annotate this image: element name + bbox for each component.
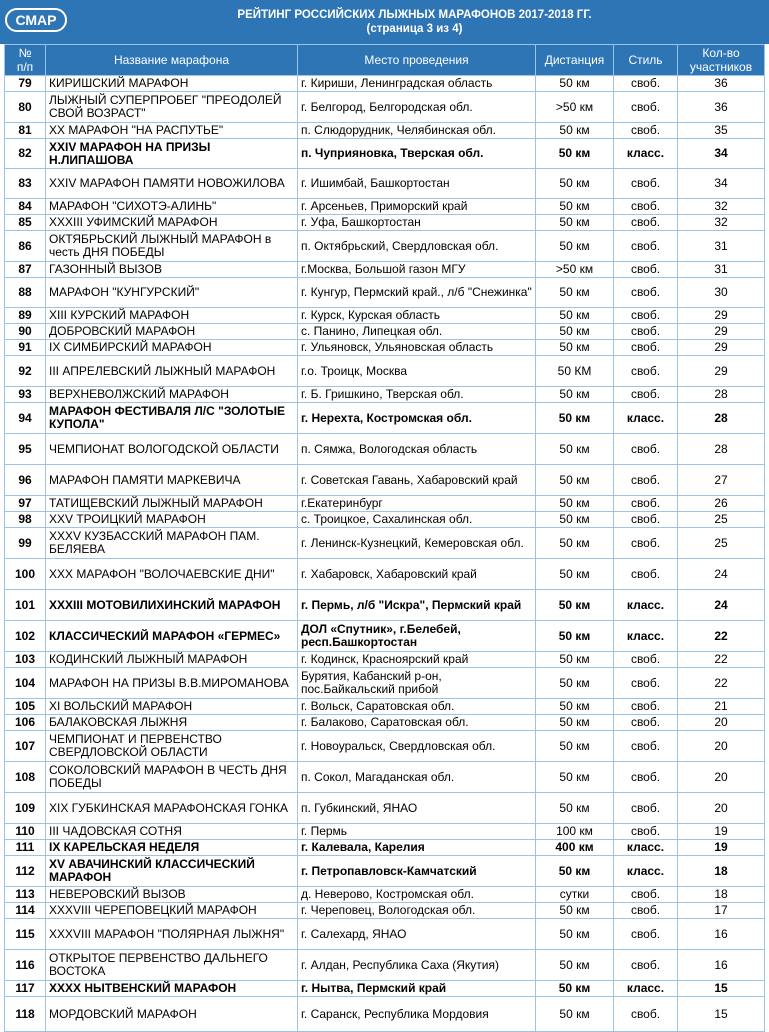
cell-place: г. Нытва, Пермский край bbox=[298, 981, 536, 997]
cell-participants: 26 bbox=[678, 496, 765, 512]
svg-text:СМАР: СМАР bbox=[15, 12, 57, 28]
col-header-number: № п/п bbox=[5, 45, 46, 76]
cell-participants: 17 bbox=[678, 903, 765, 919]
table-row bbox=[5, 308, 765, 324]
cell-number: 112 bbox=[5, 856, 46, 887]
cell-place: г.о. Троицк, Москва bbox=[298, 356, 536, 387]
cell-number: 88 bbox=[5, 278, 46, 308]
cell-participants: 29 bbox=[678, 324, 765, 340]
title-line-1: РЕЙТИНГ РОССИЙСКИХ ЛЫЖНЫХ МАРАФОНОВ 2017-2018 ГГ. bbox=[237, 9, 592, 21]
cell-distance: 50 км bbox=[536, 559, 614, 590]
table-row bbox=[5, 278, 765, 308]
cell-style: своб. bbox=[614, 903, 678, 919]
table-row bbox=[5, 793, 765, 824]
cell-name: МАРАФОН "КУНГУРСКИЙ" bbox=[46, 278, 298, 308]
cell-distance: 50 км bbox=[536, 465, 614, 496]
cell-participants: 28 bbox=[678, 387, 765, 403]
cell-style: своб. bbox=[614, 559, 678, 590]
cell-name: ГАЗОННЫЙ ВЫЗОВ bbox=[46, 262, 298, 278]
cell-distance: 50 км bbox=[536, 387, 614, 403]
table-row bbox=[5, 123, 765, 139]
table-row bbox=[5, 652, 765, 668]
cell-style: своб. bbox=[614, 762, 678, 793]
cell-distance: 400 км bbox=[536, 840, 614, 856]
cell-distance: 50 км bbox=[536, 652, 614, 668]
cell-style: своб. bbox=[614, 997, 678, 1032]
cell-distance: 50 км bbox=[536, 762, 614, 793]
cell-distance: 50 км bbox=[536, 715, 614, 731]
cell-distance: 50 км bbox=[536, 668, 614, 699]
cell-place: г. Салехард, ЯНАО bbox=[298, 919, 536, 950]
table-row bbox=[5, 824, 765, 840]
cell-number: 94 bbox=[5, 403, 46, 434]
cell-style: класс. bbox=[614, 403, 678, 434]
cell-number: 89 bbox=[5, 308, 46, 324]
cell-style: своб. bbox=[614, 387, 678, 403]
cell-distance: 50 КМ bbox=[536, 356, 614, 387]
cell-place: г. Курск, Курская область bbox=[298, 308, 536, 324]
cell-style: своб. bbox=[614, 262, 678, 278]
cell-number: 98 bbox=[5, 512, 46, 528]
cell-style: своб. bbox=[614, 731, 678, 762]
cell-number: 109 bbox=[5, 793, 46, 824]
table-row bbox=[5, 434, 765, 465]
cell-place: с. Панино, Липецкая обл. bbox=[298, 324, 536, 340]
table-row bbox=[5, 590, 765, 621]
cell-place: г. Алдан, Республика Саха (Якутия) bbox=[298, 950, 536, 981]
cell-number: 117 bbox=[5, 981, 46, 997]
cell-participants: 29 bbox=[678, 308, 765, 324]
cell-distance: 50 км bbox=[536, 731, 614, 762]
cell-name: XXV ТРОИЦКИЙ МАРАФОН bbox=[46, 512, 298, 528]
marathon-rating-table bbox=[4, 44, 765, 1032]
cell-number: 82 bbox=[5, 139, 46, 169]
col-header-place: Место проведения bbox=[298, 45, 536, 76]
cell-number: 93 bbox=[5, 387, 46, 403]
cell-place: г. Ленинск-Кузнецкий, Кемеровская обл. bbox=[298, 528, 536, 559]
cell-place: г. Вольск, Саратовская обл. bbox=[298, 699, 536, 715]
cell-participants: 16 bbox=[678, 950, 765, 981]
cell-place: г. Арсеньев, Приморский край bbox=[298, 199, 536, 215]
cell-style: своб. bbox=[614, 308, 678, 324]
table-row bbox=[5, 903, 765, 919]
cell-place: г. Петропавловск-Камчатский bbox=[298, 856, 536, 887]
cell-number: 103 bbox=[5, 652, 46, 668]
cell-name: XXIV МАРАФОН НА ПРИЗЫ Н.ЛИПАШОВА bbox=[46, 139, 298, 169]
cell-name: XXX МАРАФОН "ВОЛОЧАЕВСКИЕ ДНИ" bbox=[46, 559, 298, 590]
cell-style: своб. bbox=[614, 278, 678, 308]
cell-participants: 36 bbox=[678, 76, 765, 92]
cell-place: г. Нерехта, Костромская обл. bbox=[298, 403, 536, 434]
cell-number: 114 bbox=[5, 903, 46, 919]
cell-participants: 25 bbox=[678, 512, 765, 528]
cell-participants: 24 bbox=[678, 590, 765, 621]
cell-name: ОКТЯБРЬСКИЙ ЛЫЖНЫЙ МАРАФОН в честь ДНЯ ПОБЕДЫ bbox=[46, 231, 298, 262]
cell-number: 96 bbox=[5, 465, 46, 496]
cell-participants: 20 bbox=[678, 762, 765, 793]
cell-number: 104 bbox=[5, 668, 46, 699]
cell-style: своб. bbox=[614, 92, 678, 123]
cell-number: 79 bbox=[5, 76, 46, 92]
cell-place: ДОЛ «Спутник», г.Белебей, респ.Башкортостан bbox=[298, 621, 536, 652]
title-banner bbox=[0, 0, 769, 44]
cell-style: своб. bbox=[614, 512, 678, 528]
cell-participants: 35 bbox=[678, 123, 765, 139]
table-row bbox=[5, 465, 765, 496]
cell-participants: 34 bbox=[678, 169, 765, 199]
table-row bbox=[5, 856, 765, 887]
table-row bbox=[5, 356, 765, 387]
cell-participants: 18 bbox=[678, 887, 765, 903]
cell-name: КОДИНСКИЙ ЛЫЖНЫЙ МАРАФОН bbox=[46, 652, 298, 668]
cell-style: своб. bbox=[614, 950, 678, 981]
cell-place: г. Кодинск, Красноярский край bbox=[298, 652, 536, 668]
table-row bbox=[5, 950, 765, 981]
cell-name: ТАТИЩЕВСКИЙ ЛЫЖНЫЙ МАРАФОН bbox=[46, 496, 298, 512]
cell-distance: 50 км bbox=[536, 919, 614, 950]
table-row bbox=[5, 731, 765, 762]
cell-name: XXXIII МОТОВИЛИХИНСКИЙ МАРАФОН bbox=[46, 590, 298, 621]
cell-number: 115 bbox=[5, 919, 46, 950]
cell-style: класс. bbox=[614, 621, 678, 652]
table-row bbox=[5, 621, 765, 652]
table-row bbox=[5, 512, 765, 528]
table-row bbox=[5, 715, 765, 731]
table-row bbox=[5, 840, 765, 856]
cell-participants: 22 bbox=[678, 668, 765, 699]
cell-participants: 19 bbox=[678, 824, 765, 840]
table-row bbox=[5, 762, 765, 793]
cell-distance: 50 км bbox=[536, 403, 614, 434]
cell-distance: 50 км bbox=[536, 528, 614, 559]
cell-participants: 29 bbox=[678, 356, 765, 387]
cell-name: XXIV МАРАФОН ПАМЯТИ НОВОЖИЛОВА bbox=[46, 169, 298, 199]
table-row bbox=[5, 559, 765, 590]
table-row bbox=[5, 528, 765, 559]
cell-name: IX СИМБИРСКИЙ МАРАФОН bbox=[46, 340, 298, 356]
cell-distance: 50 км bbox=[536, 123, 614, 139]
cell-participants: 20 bbox=[678, 793, 765, 824]
cell-number: 97 bbox=[5, 496, 46, 512]
cell-participants: 32 bbox=[678, 215, 765, 231]
cell-style: своб. bbox=[614, 699, 678, 715]
cell-participants: 31 bbox=[678, 262, 765, 278]
cell-style: своб. bbox=[614, 824, 678, 840]
cell-number: 91 bbox=[5, 340, 46, 356]
cell-distance: 50 км bbox=[536, 590, 614, 621]
cell-style: класс. bbox=[614, 590, 678, 621]
cell-distance: 50 км bbox=[536, 950, 614, 981]
cell-name: XXXVIII ЧЕРЕПОВЕЦКИЙ МАРАФОН bbox=[46, 903, 298, 919]
table-row bbox=[5, 199, 765, 215]
cell-place: п. Губкинский, ЯНАО bbox=[298, 793, 536, 824]
cell-name: XXXVIII МАРАФОН "ПОЛЯРНАЯ ЛЫЖНЯ" bbox=[46, 919, 298, 950]
cell-number: 100 bbox=[5, 559, 46, 590]
cell-number: 110 bbox=[5, 824, 46, 840]
cell-name: XI ВОЛЬСКИЙ МАРАФОН bbox=[46, 699, 298, 715]
cell-place: п. Слюдорудник, Челябинская обл. bbox=[298, 123, 536, 139]
cell-distance: >50 км bbox=[536, 262, 614, 278]
cell-name: III ЧАДОВСКАЯ СОТНЯ bbox=[46, 824, 298, 840]
cell-name: ВЕРХНЕВОЛЖСКИЙ МАРАФОН bbox=[46, 387, 298, 403]
cell-style: своб. bbox=[614, 668, 678, 699]
cell-distance: 50 км bbox=[536, 496, 614, 512]
cell-distance: 50 км bbox=[536, 76, 614, 92]
cell-participants: 22 bbox=[678, 652, 765, 668]
cell-participants: 34 bbox=[678, 139, 765, 169]
cell-place: г. Пермь bbox=[298, 824, 536, 840]
cell-number: 85 bbox=[5, 215, 46, 231]
cell-number: 80 bbox=[5, 92, 46, 123]
cell-name: МАРАФОН ПАМЯТИ МАРКЕВИЧА bbox=[46, 465, 298, 496]
cell-style: своб. bbox=[614, 231, 678, 262]
cell-place: г. Саранск, Республика Мордовия bbox=[298, 997, 536, 1032]
cell-name: ЧЕМПИОНАТ ВОЛОГОДСКОЙ ОБЛАСТИ bbox=[46, 434, 298, 465]
cell-name: МОРДОВСКИЙ МАРАФОН bbox=[46, 997, 298, 1032]
table-row bbox=[5, 387, 765, 403]
cell-style: своб. bbox=[614, 715, 678, 731]
cell-distance: 50 км bbox=[536, 231, 614, 262]
cell-place: п. Сокол, Магаданская обл. bbox=[298, 762, 536, 793]
cell-name: XXXV КУЗБАССКИЙ МАРАФОН ПАМ. БЕЛЯЕВА bbox=[46, 528, 298, 559]
cell-style: своб. bbox=[614, 76, 678, 92]
cell-participants: 32 bbox=[678, 199, 765, 215]
cell-style: своб. bbox=[614, 465, 678, 496]
table-row bbox=[5, 340, 765, 356]
smar-logo bbox=[5, 8, 67, 32]
table-row bbox=[5, 699, 765, 715]
cell-place: п. Сямжа, Вологодская область bbox=[298, 434, 536, 465]
cell-place: г. Белгород, Белгородская обл. bbox=[298, 92, 536, 123]
cell-style: класс. bbox=[614, 139, 678, 169]
table-row bbox=[5, 169, 765, 199]
cell-name: СОКОЛОВСКИЙ МАРАФОН В ЧЕСТЬ ДНЯ ПОБЕДЫ bbox=[46, 762, 298, 793]
cell-name: КЛАССИЧЕСКИЙ МАРАФОН «ГЕРМЕС» bbox=[46, 621, 298, 652]
cell-participants: 27 bbox=[678, 465, 765, 496]
cell-style: класс. bbox=[614, 981, 678, 997]
cell-name: IX КАРЕЛЬСКАЯ НЕДЕЛЯ bbox=[46, 840, 298, 856]
table-row bbox=[5, 324, 765, 340]
table-row bbox=[5, 231, 765, 262]
col-header-name: Название марафона bbox=[46, 45, 298, 76]
cell-number: 118 bbox=[5, 997, 46, 1032]
cell-participants: 28 bbox=[678, 403, 765, 434]
table-row bbox=[5, 215, 765, 231]
cell-place: с. Троицкое, Сахалинская обл. bbox=[298, 512, 536, 528]
cell-participants: 30 bbox=[678, 278, 765, 308]
cell-distance: 100 км bbox=[536, 824, 614, 840]
cell-distance: 50 км bbox=[536, 621, 614, 652]
cell-place: п. Октябрьский, Свердловская обл. bbox=[298, 231, 536, 262]
cell-number: 108 bbox=[5, 762, 46, 793]
cell-style: своб. bbox=[614, 496, 678, 512]
cell-participants: 24 bbox=[678, 559, 765, 590]
cell-number: 111 bbox=[5, 840, 46, 856]
cell-participants: 20 bbox=[678, 715, 765, 731]
cell-name: МАРАФОН ФЕСТИВАЛЯ Л/С "ЗОЛОТЫЕ КУПОЛА" bbox=[46, 403, 298, 434]
table-row bbox=[5, 262, 765, 278]
cell-place: г. Ишимбай, Башкортостан bbox=[298, 169, 536, 199]
page-title bbox=[60, 8, 769, 36]
cell-distance: >50 км bbox=[536, 92, 614, 123]
cell-distance: 50 км bbox=[536, 199, 614, 215]
cell-place: г. Б. Гришкино, Тверская обл. bbox=[298, 387, 536, 403]
cell-name: ЧЕМПИОНАТ И ПЕРВЕНСТВО СВЕРДЛОВСКОЙ ОБЛАСТИ bbox=[46, 731, 298, 762]
table-row bbox=[5, 76, 765, 92]
cell-name: МАРАФОН НА ПРИЗЫ В.В.МИРОМАНОВА bbox=[46, 668, 298, 699]
cell-style: своб. bbox=[614, 434, 678, 465]
cell-participants: 22 bbox=[678, 621, 765, 652]
cell-distance: 50 км bbox=[536, 699, 614, 715]
cell-number: 83 bbox=[5, 169, 46, 199]
cell-distance: 50 км bbox=[536, 981, 614, 997]
cell-place: г. Новоуральск, Свердловская обл. bbox=[298, 731, 536, 762]
cell-distance: 50 км bbox=[536, 215, 614, 231]
cell-number: 107 bbox=[5, 731, 46, 762]
cell-distance: 50 км bbox=[536, 997, 614, 1032]
cell-distance: 50 км bbox=[536, 434, 614, 465]
cell-style: своб. bbox=[614, 793, 678, 824]
cell-style: своб. bbox=[614, 215, 678, 231]
cell-style: своб. bbox=[614, 528, 678, 559]
cell-place: Бурятия, Кабанский р-он, пос.Байкальский прибой bbox=[298, 668, 536, 699]
cell-style: класс. bbox=[614, 840, 678, 856]
cell-participants: 16 bbox=[678, 919, 765, 950]
cell-number: 99 bbox=[5, 528, 46, 559]
cell-distance: 50 км bbox=[536, 278, 614, 308]
col-header-participants: Кол-во участников bbox=[678, 45, 765, 76]
cell-participants: 31 bbox=[678, 231, 765, 262]
cell-number: 90 bbox=[5, 324, 46, 340]
cell-number: 92 bbox=[5, 356, 46, 387]
cell-number: 101 bbox=[5, 590, 46, 621]
cell-distance: 50 км bbox=[536, 856, 614, 887]
cell-place: г. Пермь, л/б "Искра", Пермский край bbox=[298, 590, 536, 621]
cell-name: БАЛАКОВСКАЯ ЛЫЖНЯ bbox=[46, 715, 298, 731]
table-header-row bbox=[5, 45, 765, 76]
cell-name: XV АВАЧИНСКИЙ КЛАССИЧЕСКИЙ МАРАФОН bbox=[46, 856, 298, 887]
cell-place: г. Кунгур, Пермский край., л/б "Снежинка" bbox=[298, 278, 536, 308]
cell-style: своб. bbox=[614, 652, 678, 668]
cell-participants: 36 bbox=[678, 92, 765, 123]
cell-distance: 50 км bbox=[536, 903, 614, 919]
cell-name: НЕВЕРОВСКИЙ ВЫЗОВ bbox=[46, 887, 298, 903]
cell-distance: 50 км bbox=[536, 169, 614, 199]
cell-name: КИРИШСКИЙ МАРАФОН bbox=[46, 76, 298, 92]
cell-number: 116 bbox=[5, 950, 46, 981]
table-row bbox=[5, 496, 765, 512]
cell-name: ОТКРЫТОЕ ПЕРВЕНСТВО ДАЛЬНЕГО ВОСТОКА bbox=[46, 950, 298, 981]
table-row bbox=[5, 997, 765, 1032]
cell-distance: 50 км bbox=[536, 308, 614, 324]
cell-place: п. Чуприяновка, Тверская обл. bbox=[298, 139, 536, 169]
cell-participants: 15 bbox=[678, 997, 765, 1032]
cell-number: 84 bbox=[5, 199, 46, 215]
table-row bbox=[5, 139, 765, 169]
cell-place: г.Екатеринбург bbox=[298, 496, 536, 512]
cell-style: своб. bbox=[614, 340, 678, 356]
cell-name: ДОБРОВСКИЙ МАРАФОН bbox=[46, 324, 298, 340]
cell-participants: 18 bbox=[678, 856, 765, 887]
cell-participants: 21 bbox=[678, 699, 765, 715]
table-row bbox=[5, 92, 765, 123]
cell-place: г. Калевала, Карелия bbox=[298, 840, 536, 856]
cell-distance: 50 км bbox=[536, 139, 614, 169]
cell-place: г. Балаково, Саратовская обл. bbox=[298, 715, 536, 731]
cell-number: 87 bbox=[5, 262, 46, 278]
cell-distance: 50 км bbox=[536, 512, 614, 528]
cell-number: 95 bbox=[5, 434, 46, 465]
cell-place: г. Советская Гавань, Хабаровский край bbox=[298, 465, 536, 496]
cell-place: г. Уфа, Башкортостан bbox=[298, 215, 536, 231]
title-line-2: (страница 3 из 4) bbox=[366, 23, 463, 35]
cell-name: III АПРЕЛЕВСКИЙ ЛЫЖНЫЙ МАРАФОН bbox=[46, 356, 298, 387]
cell-style: своб. bbox=[614, 199, 678, 215]
cell-number: 102 bbox=[5, 621, 46, 652]
table-row bbox=[5, 887, 765, 903]
cell-distance: 50 км bbox=[536, 793, 614, 824]
cell-number: 113 bbox=[5, 887, 46, 903]
cell-name: МАРАФОН "СИХОТЭ-АЛИНЬ" bbox=[46, 199, 298, 215]
cell-name: XXXX НЫТВЕНСКИЙ МАРАФОН bbox=[46, 981, 298, 997]
cell-number: 105 bbox=[5, 699, 46, 715]
col-header-style: Стиль bbox=[614, 45, 678, 76]
cell-participants: 15 bbox=[678, 981, 765, 997]
cell-name: XXXIII УФИМСКИЙ МАРАФОН bbox=[46, 215, 298, 231]
cell-number: 106 bbox=[5, 715, 46, 731]
cell-distance: 50 км bbox=[536, 324, 614, 340]
cell-name: XX МАРАФОН "НА РАСПУТЬЕ" bbox=[46, 123, 298, 139]
cell-place: г. Ульяновск, Ульяновская область bbox=[298, 340, 536, 356]
cell-place: г. Кириши, Ленинградская область bbox=[298, 76, 536, 92]
table-row bbox=[5, 403, 765, 434]
cell-name: XIII КУРСКИЙ МАРАФОН bbox=[46, 308, 298, 324]
table-row bbox=[5, 981, 765, 997]
cell-participants: 25 bbox=[678, 528, 765, 559]
cell-name: XIX ГУБКИНСКАЯ МАРАФОНСКАЯ ГОНКА bbox=[46, 793, 298, 824]
cell-style: своб. bbox=[614, 887, 678, 903]
table-row bbox=[5, 668, 765, 699]
cell-place: д. Неверово, Костромская обл. bbox=[298, 887, 536, 903]
cell-participants: 29 bbox=[678, 340, 765, 356]
cell-participants: 19 bbox=[678, 840, 765, 856]
cell-style: своб. bbox=[614, 324, 678, 340]
cell-style: своб. bbox=[614, 123, 678, 139]
cell-place: г. Череповец, Вологодская обл. bbox=[298, 903, 536, 919]
cell-name: ЛЫЖНЫЙ СУПЕРПРОБЕГ "ПРЕОДОЛЕЙ СВОЙ ВОЗРАСТ" bbox=[46, 92, 298, 123]
cell-style: класс. bbox=[614, 856, 678, 887]
cell-participants: 20 bbox=[678, 731, 765, 762]
cell-participants: 28 bbox=[678, 434, 765, 465]
cell-place: г. Хабаровск, Хабаровский край bbox=[298, 559, 536, 590]
cell-distance: сутки bbox=[536, 887, 614, 903]
cell-distance: 50 км bbox=[536, 340, 614, 356]
cell-number: 81 bbox=[5, 123, 46, 139]
cell-style: своб. bbox=[614, 919, 678, 950]
cell-style: своб. bbox=[614, 356, 678, 387]
table-row bbox=[5, 919, 765, 950]
cell-number: 86 bbox=[5, 231, 46, 262]
cell-place: г.Москва, Большой газон МГУ bbox=[298, 262, 536, 278]
col-header-distance: Дистанция bbox=[536, 45, 614, 76]
cell-style: своб. bbox=[614, 169, 678, 199]
